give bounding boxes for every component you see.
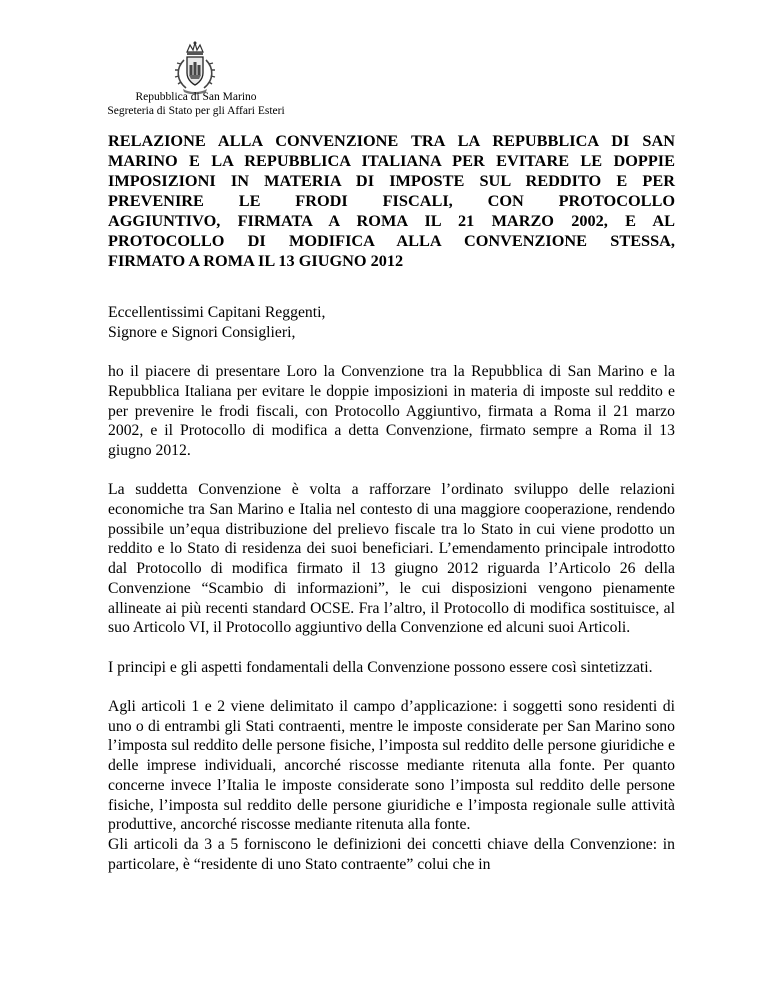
title-line: RELAZIONE ALLA CONVENZIONE TRA LA REPUBBLICA DI SAN xyxy=(108,131,675,150)
title-line: FIRMATO A ROMA IL 13 GIUGNO 2012 xyxy=(108,251,404,270)
header-line-republic: Repubblica di San Marino xyxy=(135,91,257,103)
issuing-office-header xyxy=(86,90,306,118)
body-paragraph: La suddetta Convenzione è volta a rafforzare l’ordinato sviluppo delle relazioni economiche tra San Marino e Italia nel contesto di una maggiore cooperazione, rendendo possibile un’equa distribuzione del prelievo fiscale tra lo Stato in cui viene prodotto un reddito e lo Stato di residenza dei suoi beneficiari. L’emendamento principale introdotto dal Protocollo di modifica firmato il 13 giugno 2012 riguarda l’Articolo 26 della Convenzione “Scambio di informazioni”, le cui disposizioni vengono pienamente allineate ai più recenti standard OCSE. Fra l’altro, il Protocollo di modifica sostituisce, al suo Articolo VI, il Protocollo aggiuntivo della Convenzione ed alcuni suoi Articoli. xyxy=(108,481,675,637)
body-paragraph: Gli articoli da 3 a 5 forniscono le definizioni dei concetti chiave della Convenzione: in particolare, è “residente di uno Stato contraente” colui che in xyxy=(108,835,675,873)
salutation-line: Eccellentissimi Capitani Reggenti, xyxy=(108,304,326,321)
title-line: MARINO E LA REPUBBLICA ITALIANA PER EVITARE LE DOPPIE xyxy=(108,151,675,170)
header-line-secretariat: Segreteria di Stato per gli Affari Esteri xyxy=(107,105,285,117)
document-body xyxy=(108,303,675,874)
body-paragraph: Agli articoli 1 e 2 viene delimitato il campo d’applicazione: i soggetti sono residenti di uno o di entrambi gli Stati contraenti, mentre le imposte considerate per San Marino sono l’imposta sul reddito delle persone fisiche, l’imposta sul reddito delle persone giuridiche e delle imprese individuali, ancorché riscosse mediante ritenuta alla fonte. Per quanto concerne invece l’Italia le imposte considerate sono l’imposta sul reddito delle persone fisiche, l’imposta sul reddito delle persone giuridiche e l’imposta regionale sulle attività produttive, ancorché riscosse mediante ritenuta alla fonte. xyxy=(108,698,675,834)
salutation-line: Signore e Signori Consiglieri, xyxy=(108,323,296,341)
document-title xyxy=(108,131,675,271)
title-line: IMPOSIZIONI IN MATERIA DI IMPOSTE SUL REDDITO E PER xyxy=(108,171,675,190)
body-paragraph: I principi e gli aspetti fondamentali della Convenzione possono essere così sintetizzati. xyxy=(108,658,653,676)
title-line: PROTOCOLLO DI MODIFICA ALLA CONVENZIONE STESSA, xyxy=(108,231,675,250)
title-line: PREVENIRE LE FRODI FISCALI, CON PROTOCOLLO xyxy=(108,191,675,210)
title-line: AGGIUNTIVO, FIRMATA A ROMA IL 21 MARZO 2002, E AL xyxy=(108,211,675,230)
body-paragraph: ho il piacere di presentare Loro la Convenzione tra la Repubblica di San Marino e la Repubblica Italiana per evitare le doppie imposizioni in materia di imposte sul reddito e per prevenire le frodi fiscali, con Protocollo Aggiuntivo, firmata a Roma il 21 marzo 2002, e il Protocollo di modifica a detta Convenzione, firmato sempre a Roma il 13 giugno 2012. xyxy=(108,363,675,459)
